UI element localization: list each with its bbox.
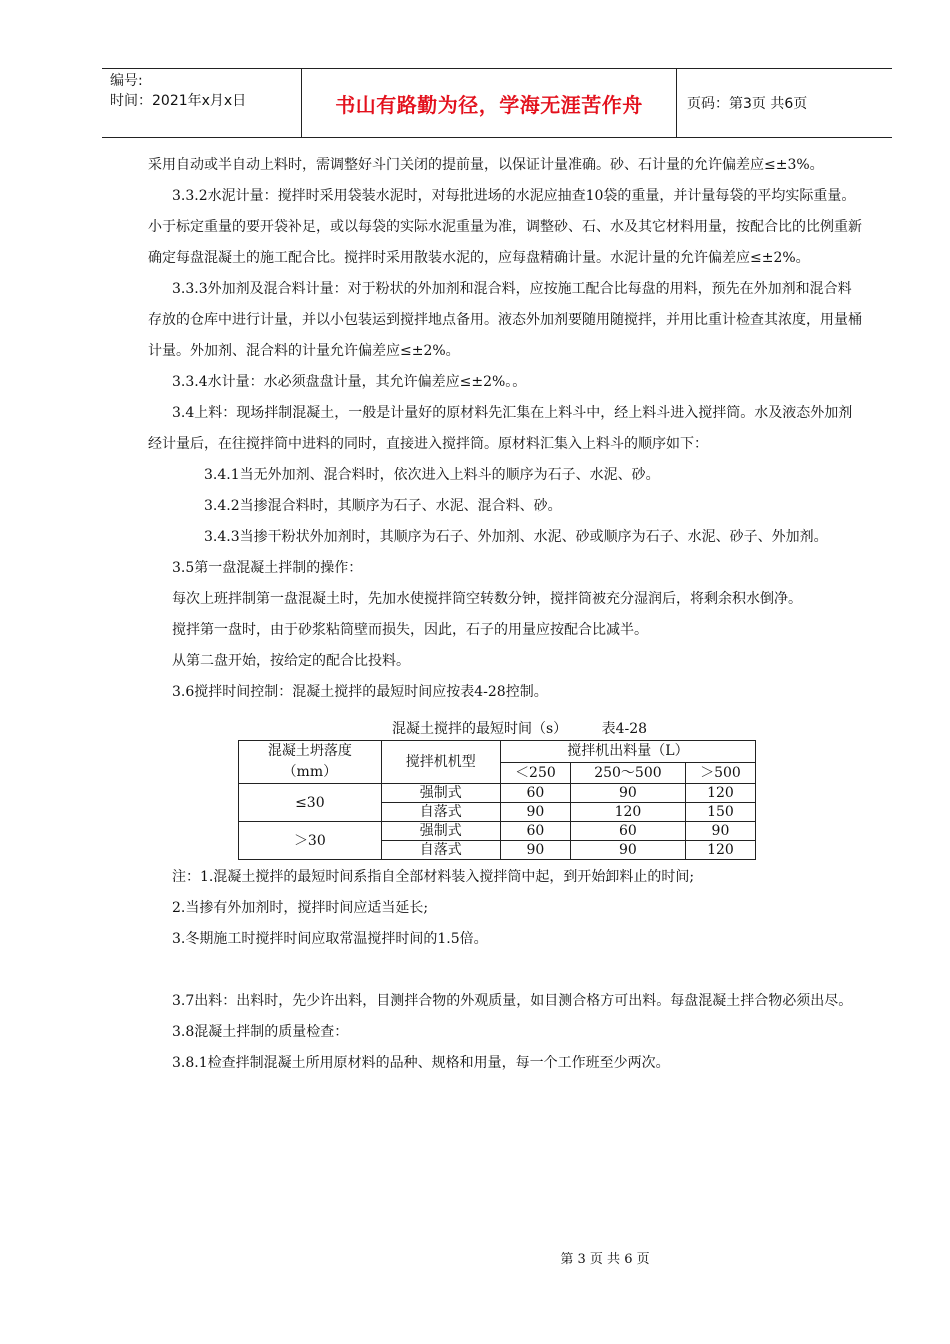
table-cell: 120 bbox=[685, 841, 755, 860]
paragraph: 采用自动或半自动上料时，需调整好斗门关闭的提前量，以保证计量准确。砂、石计量的允许偏差应≤±3%。 bbox=[148, 157, 824, 173]
table-number: 表4-28 bbox=[601, 721, 648, 737]
spacer bbox=[148, 955, 863, 986]
header-page-label: 页码：第3页 共6页 bbox=[687, 96, 808, 112]
table-cell: 自落式 bbox=[381, 841, 500, 860]
paragraph: 3.4.3当掺干粉状外加剂时，其顺序为石子、外加剂、水泥、砂或顺序为石子、水泥、砂子、外加剂。 bbox=[204, 529, 828, 545]
note: 3.冬期施工时搅拌时间应取常温搅拌时间的1.5倍。 bbox=[172, 931, 488, 947]
paragraph: 3.7出料：出料时，先少许出料，目测拌合物的外观质量，如目测合格方可出料。每盘混凝土拌合物必须出尽。 bbox=[172, 993, 853, 1009]
paragraph: 从第二盘开始，按给定的配合比投料。 bbox=[172, 653, 410, 669]
paragraph: 3.6搅拌时间控制：混凝土搅拌的最短时间应按表4-28控制。 bbox=[172, 684, 548, 700]
table-cell: 强制式 bbox=[381, 784, 500, 803]
paragraph: 3.8混凝土拌制的质量检查： bbox=[172, 1024, 349, 1040]
paragraph: 3.4.2当掺混合料时，其顺序为石子、水泥、混合料、砂。 bbox=[204, 498, 562, 514]
header-meta bbox=[102, 69, 302, 137]
note: 2.当掺有外加剂时，搅拌时间应适当延长; bbox=[172, 900, 429, 916]
page-footer: 第 3 页 共 6 页 bbox=[560, 1252, 650, 1267]
table-cell: 90 bbox=[500, 803, 570, 822]
table-cell: 60 bbox=[570, 822, 685, 841]
table-cell: 120 bbox=[570, 803, 685, 822]
table-row bbox=[239, 822, 756, 841]
mixing-time-table bbox=[238, 740, 756, 860]
paragraph: 3.8.1检查拌制混凝土所用原材料的品种、规格和用量，每一个工作班至少两次。 bbox=[172, 1055, 670, 1071]
table-header-cell: 250～500 bbox=[570, 762, 685, 784]
table-cell: 60 bbox=[500, 822, 570, 841]
table-cell: ＞30 bbox=[239, 822, 382, 860]
table-header-cell: 混凝土坍落度 （mm） bbox=[239, 741, 382, 784]
table-cell: 90 bbox=[685, 822, 755, 841]
table-title: 混凝土搅拌的最短时间（s） bbox=[391, 721, 568, 737]
page-header bbox=[102, 68, 892, 138]
paragraph: 3.3.4水计量：水必须盘盘计量，其允许偏差应≤±2%。。 bbox=[172, 374, 527, 390]
paragraph: 搅拌第一盘时，由于砂浆粘筒壁而损失，因此，石子的用量应按配合比减半。 bbox=[172, 622, 648, 638]
table-header-cell: ＞500 bbox=[685, 762, 755, 784]
table-cell: 90 bbox=[570, 784, 685, 803]
table-header-cell: 搅拌机机型 bbox=[381, 741, 500, 784]
table-cell: ≤30 bbox=[239, 784, 382, 822]
number-label: 编号: bbox=[110, 73, 143, 89]
paragraph: 3.3.2水泥计量：搅拌时采用袋装水泥时，对每批进场的水泥应抽查10袋的重量，并计量每袋的平均实际重量。小于标定重量的要开袋补足，或以每袋的实际水泥重量为准，调整砂、石、水及其它材料用量，按配合比的比例重新确定每盘混凝土的施工配合比。搅拌时采用散装水泥的，应每盘精确计量。水泥计量的允许偏差应≤±2%。 bbox=[148, 188, 862, 266]
table-header-cell: 搅拌机出料量（L） bbox=[500, 741, 755, 763]
paragraph: 每次上班拌制第一盘混凝土时，先加水使搅拌筒空转数分钟，搅拌筒被充分湿润后，将剩余积水倒净。 bbox=[172, 591, 802, 607]
table-caption bbox=[148, 718, 863, 740]
table-header-row bbox=[239, 741, 756, 763]
note: 注：1.混凝土搅拌的最短时间系指自全部材料装入搅拌筒中起，到开始卸料止的时间; bbox=[172, 869, 695, 885]
time-label: 时间：2021年x月x日 bbox=[110, 93, 247, 109]
table-cell: 强制式 bbox=[381, 822, 500, 841]
document-body bbox=[148, 150, 863, 1079]
paragraph: 3.4.1当无外加剂、混合料时，依次进入上料斗的顺序为石子、水泥、砂。 bbox=[204, 467, 660, 483]
table-row bbox=[239, 784, 756, 803]
table-cell: 自落式 bbox=[381, 803, 500, 822]
paragraph: 3.4上料：现场拌制混凝土，一般是计量好的原材料先汇集在上料斗中，经上料斗进入搅拌筒。水及液态外加剂经计量后，在往搅拌筒中进料的同时，直接进入搅拌筒。原材料汇集入上料斗的顺序如下： bbox=[148, 405, 853, 452]
table-notes bbox=[148, 862, 863, 955]
table-cell: 90 bbox=[500, 841, 570, 860]
paragraph: 3.5第一盘混凝土拌制的操作： bbox=[172, 560, 363, 576]
table-cell: 120 bbox=[685, 784, 755, 803]
table-cell: 90 bbox=[570, 841, 685, 860]
header-motto: 书山有路勤为径，学海无涯苦作舟 bbox=[302, 69, 677, 137]
table-header-cell: ＜250 bbox=[500, 762, 570, 784]
table-cell: 150 bbox=[685, 803, 755, 822]
table-cell: 60 bbox=[500, 784, 570, 803]
paragraph: 3.3.3外加剂及混合料计量：对于粉状的外加剂和混合料，应按施工配合比每盘的用料，预先在外加剂和混合料存放的仓库中进行计量，并以小包装运到搅拌地点备用。液态外加剂要随用随搅拌，并用比重计检查其浓度，用量桶计量。外加剂、混合料的计量允许偏差应≤±2%。 bbox=[148, 281, 862, 359]
